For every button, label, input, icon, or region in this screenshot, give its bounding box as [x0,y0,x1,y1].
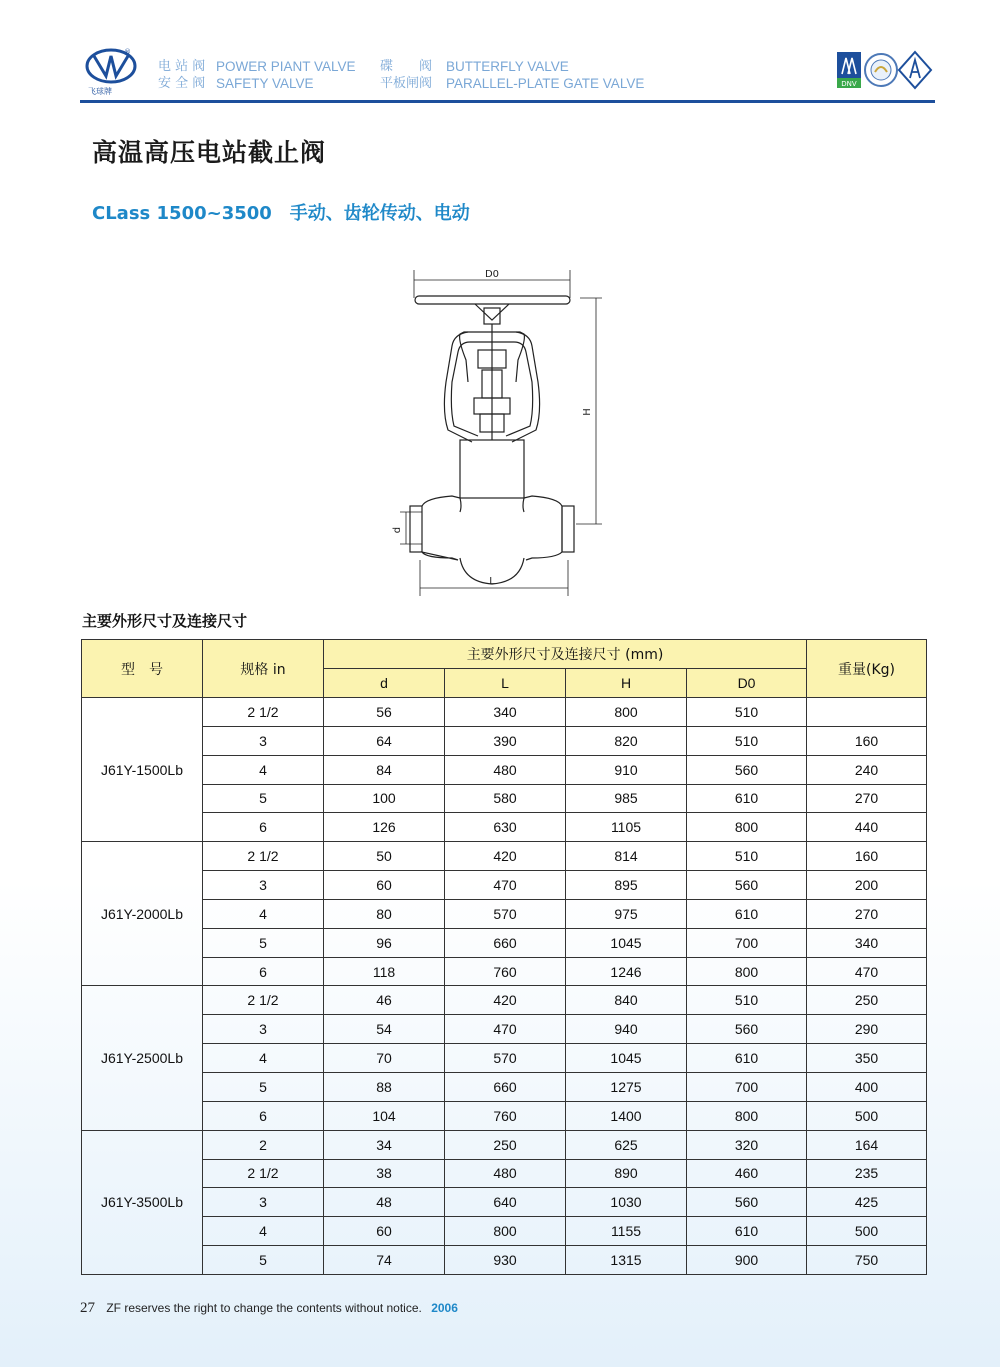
d0-cell: 800 [687,1101,807,1130]
l-cell: 570 [445,1044,566,1073]
table-row [82,1072,927,1101]
d0-cell: 700 [687,928,807,957]
table-row [82,957,927,986]
table-row [82,726,927,755]
table-row [82,1159,927,1188]
model-cell: J61Y-2500Lb [82,986,203,1130]
dim-label-h: H [582,408,593,416]
d0-cell: 610 [687,899,807,928]
weight-cell: 164 [807,1130,927,1159]
dim-label-d0: D0 [484,269,500,280]
table-row [82,1246,927,1275]
header-dimensions: 主要外形尺寸及连接尺寸 (mm) [324,640,807,669]
dimensions-table [81,639,927,1275]
l-cell: 250 [445,1130,566,1159]
l-cell: 470 [445,871,566,900]
dim-label-d: d [392,526,403,534]
h-cell: 800 [566,698,687,727]
header-d: d [324,669,445,698]
table-row [82,1130,927,1159]
size-cell: 6 [203,957,324,986]
d0-cell: 510 [687,986,807,1015]
l-cell: 760 [445,1101,566,1130]
d-cell: 38 [324,1159,445,1188]
header-divider [80,100,935,103]
d-cell: 126 [324,813,445,842]
d-cell: 46 [324,986,445,1015]
table-row [82,842,927,871]
l-cell: 480 [445,1159,566,1188]
h-cell: 910 [566,755,687,784]
h-cell: 1246 [566,957,687,986]
api-monogram-badge [899,52,931,88]
weight-cell: 440 [807,813,927,842]
table-row [82,1217,927,1246]
h-cell: 1315 [566,1246,687,1275]
weight-cell: 340 [807,928,927,957]
weight-cell: 160 [807,726,927,755]
size-cell: 2 1/2 [203,986,324,1015]
l-cell: 420 [445,842,566,871]
size-cell: 6 [203,1101,324,1130]
d-cell: 70 [324,1044,445,1073]
d0-cell: 560 [687,871,807,900]
size-cell: 5 [203,1246,324,1275]
size-cell: 5 [203,1072,324,1101]
l-cell: 480 [445,755,566,784]
weight-cell: 470 [807,957,927,986]
weight-cell [807,698,927,727]
table-row [82,1101,927,1130]
h-cell: 840 [566,986,687,1015]
header-l: L [445,669,566,698]
d0-cell: 320 [687,1130,807,1159]
h-cell: 814 [566,842,687,871]
page-header [80,40,935,104]
h-cell: 940 [566,1015,687,1044]
d-cell: 34 [324,1130,445,1159]
d0-cell: 560 [687,1188,807,1217]
size-cell: 3 [203,726,324,755]
dim-label-l: L [489,576,495,587]
d-cell: 74 [324,1246,445,1275]
h-cell: 895 [566,871,687,900]
h-cell: 1400 [566,1101,687,1130]
d0-cell: 800 [687,957,807,986]
d-cell: 60 [324,1217,445,1246]
weight-cell: 235 [807,1159,927,1188]
l-cell: 470 [445,1015,566,1044]
weight-cell: 240 [807,755,927,784]
h-cell: 1275 [566,1072,687,1101]
svg-text:®: ® [124,48,131,56]
page-footer [80,1300,458,1317]
table-row [82,698,927,727]
table-row [82,755,927,784]
size-cell: 2 1/2 [203,698,324,727]
nav-en-butterfly: BUTTERFLY VALVE [446,59,569,74]
dnv-label: DNV [841,80,857,88]
d0-cell: 560 [687,1015,807,1044]
weight-cell: 350 [807,1044,927,1073]
l-cell: 630 [445,813,566,842]
l-cell: 340 [445,698,566,727]
d-cell: 80 [324,899,445,928]
nav-col-cn-2 [380,58,432,92]
nav-cn-safety: 安 全 阀 [158,76,206,91]
weight-cell: 425 [807,1188,927,1217]
d-cell: 64 [324,726,445,755]
header-size: 规格 in [203,640,324,698]
d-cell: 118 [324,957,445,986]
size-cell: 2 1/2 [203,842,324,871]
d0-cell: 560 [687,755,807,784]
h-cell: 1045 [566,1044,687,1073]
l-cell: 420 [445,986,566,1015]
table-row [82,813,927,842]
model-cell: J61Y-3500Lb [82,1130,203,1274]
table-body [82,698,927,1275]
nav-cn-power: 电 站 阀 [158,59,206,74]
nav-col-en-1 [216,58,356,92]
nav-cn-gate: 平板闸阀 [380,76,433,91]
size-cell: 3 [203,871,324,900]
header-weight: 重量(Kg) [807,640,927,698]
table-row [82,871,927,900]
l-cell: 760 [445,957,566,986]
l-cell: 660 [445,1072,566,1101]
weight-cell: 290 [807,1015,927,1044]
valve-drawing [380,262,620,602]
size-cell: 4 [203,1217,324,1246]
d-cell: 96 [324,928,445,957]
d0-cell: 700 [687,1072,807,1101]
nav-en-power: POWER PIANT VALVE [216,59,356,74]
page-title: 高温高压电站截止阀 [92,138,327,167]
seal-badge [865,54,897,86]
d-cell: 84 [324,755,445,784]
d0-cell: 510 [687,842,807,871]
d-cell: 50 [324,842,445,871]
size-cell: 6 [203,813,324,842]
h-cell: 1155 [566,1217,687,1246]
footer-note: ZF reserves the right to change the contents without notice. [106,1301,422,1315]
nav-cn-butterfly: 碟 阀 [380,59,433,74]
page-subtitle: CLass 1500~3500 手动、齿轮传动、电动 [92,203,470,224]
weight-cell: 400 [807,1072,927,1101]
dnv-badge [837,52,861,88]
d0-cell: 800 [687,813,807,842]
l-cell: 800 [445,1217,566,1246]
d0-cell: 510 [687,698,807,727]
d0-cell: 900 [687,1246,807,1275]
table-row [82,784,927,813]
weight-cell: 500 [807,1101,927,1130]
header-model: 型 号 [82,640,203,698]
weight-cell: 500 [807,1217,927,1246]
weight-cell: 200 [807,871,927,900]
weight-cell: 270 [807,899,927,928]
d0-cell: 460 [687,1159,807,1188]
model-cell: J61Y-1500Lb [82,698,203,842]
size-cell: 4 [203,899,324,928]
h-cell: 975 [566,899,687,928]
d0-cell: 610 [687,1044,807,1073]
d-cell: 60 [324,871,445,900]
h-cell: 625 [566,1130,687,1159]
footer-year: 2006 [431,1301,458,1315]
d0-cell: 610 [687,1217,807,1246]
table-row [82,928,927,957]
nav-col-cn-1 [158,58,205,92]
d-cell: 100 [324,784,445,813]
weight-cell: 270 [807,784,927,813]
nav-col-en-2 [446,58,644,92]
size-cell: 2 1/2 [203,1159,324,1188]
model-cell: J61Y-2000Lb [82,842,203,986]
l-cell: 390 [445,726,566,755]
l-cell: 570 [445,899,566,928]
h-cell: 1105 [566,813,687,842]
l-cell: 580 [445,784,566,813]
table-row [82,1188,927,1217]
weight-cell: 250 [807,986,927,1015]
h-cell: 890 [566,1159,687,1188]
size-cell: 3 [203,1015,324,1044]
page-number: 27 [80,1300,95,1316]
table-row [82,899,927,928]
d-cell: 88 [324,1072,445,1101]
size-cell: 4 [203,1044,324,1073]
d-cell: 56 [324,698,445,727]
table-row [82,1015,927,1044]
d0-cell: 510 [687,726,807,755]
d0-cell: 610 [687,784,807,813]
l-cell: 660 [445,928,566,957]
weight-cell: 750 [807,1246,927,1275]
l-cell: 930 [445,1246,566,1275]
size-cell: 2 [203,1130,324,1159]
d-cell: 54 [324,1015,445,1044]
size-cell: 5 [203,784,324,813]
size-cell: 4 [203,755,324,784]
header-d0: D0 [687,669,807,698]
d-cell: 104 [324,1101,445,1130]
size-cell: 3 [203,1188,324,1217]
table-row [82,1044,927,1073]
table-row [82,986,927,1015]
h-cell: 1030 [566,1188,687,1217]
certification-badges [837,50,933,94]
h-cell: 820 [566,726,687,755]
d-cell: 48 [324,1188,445,1217]
header-h: H [566,669,687,698]
brand-name: 飞球牌 [88,87,112,96]
l-cell: 640 [445,1188,566,1217]
nav-en-safety: SAFETY VALVE [216,76,314,91]
weight-cell: 160 [807,842,927,871]
h-cell: 1045 [566,928,687,957]
h-cell: 985 [566,784,687,813]
table-section-title: 主要外形尺寸及连接尺寸 [82,612,248,630]
nav-en-gate: PARALLEL-PLATE GATE VALVE [446,76,645,91]
size-cell: 5 [203,928,324,957]
